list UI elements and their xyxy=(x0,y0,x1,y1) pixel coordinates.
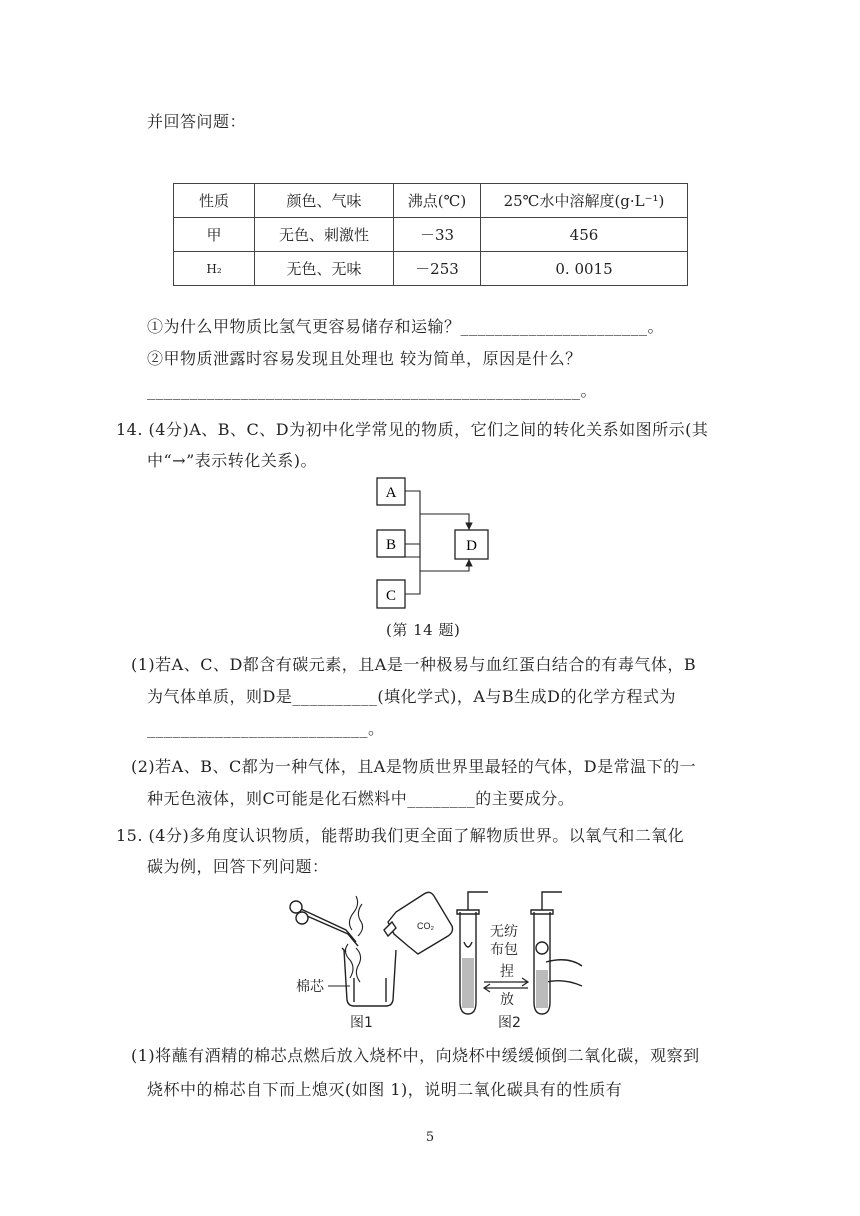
table-cell: 0. 0015 xyxy=(481,252,688,286)
table-header-cell: 颜色、气味 xyxy=(255,184,394,218)
box-b-label: B xyxy=(385,537,397,553)
q15-p1-line1: (1)将蘸有酒精的棉芯点燃后放入烧杯中，向烧杯中缓缓倾倒二氧化碳，观察到 xyxy=(131,1046,700,1065)
page-number: 5 xyxy=(425,1130,435,1145)
co2-label: CO₂ xyxy=(417,921,434,931)
table-cell: H₂ xyxy=(174,252,255,286)
q15-p1-line2: 烧杯中的棉芯自下而上熄灭(如图 1)，说明二氧化碳具有的性质有 xyxy=(147,1080,623,1099)
table-row xyxy=(174,218,688,252)
fig1-caption: 图1 xyxy=(350,1015,373,1031)
q13-sub2: ②甲物质泄露时容易发现且处理也 较为简单，原因是什么？ xyxy=(147,349,582,368)
q14-p2-line1: (2)若A、B、C都为一种气体，且A是物质世界里最轻的气体，D是常温下的一 xyxy=(131,757,697,776)
table-cell: －33 xyxy=(394,218,481,252)
fig2-label-2: 布包 xyxy=(490,942,518,958)
table-row xyxy=(174,252,688,286)
table-cell: 无色、无味 xyxy=(255,252,394,286)
table-cell: 无色、刺激性 xyxy=(255,218,394,252)
box-c-label: C xyxy=(385,588,397,604)
fig2-caption: 图2 xyxy=(498,1015,521,1031)
table-cell: －253 xyxy=(394,252,481,286)
box-a-label: A xyxy=(385,485,397,501)
table-header-cell: 性质 xyxy=(174,184,255,218)
table-cell: 456 xyxy=(481,218,688,252)
q15-line1: 15. (4分)多角度认识物质，能帮助我们更全面了解物质世界。以氧气和二氧化 xyxy=(116,826,685,845)
intro-text: 并回答问题： xyxy=(147,112,247,131)
tongs-icon xyxy=(290,901,358,946)
table-header-row xyxy=(174,184,688,218)
box-d-label: D xyxy=(466,538,477,554)
q13-sub1: ①为什么甲物质比氢气更容易储存和运输？______________________。 xyxy=(147,317,665,336)
q14-caption: (第 14 题) xyxy=(386,621,461,639)
q14-diagram xyxy=(370,470,510,615)
fig2-left-contents xyxy=(462,958,474,1008)
q14-p1-line2: 为气体单质，则D是__________(填化学式)，A与B生成D的化学方程式为 xyxy=(147,687,676,706)
q15-figure xyxy=(284,882,584,1032)
q14-line1: 14. (4分)A、B、C、D为初中化学常见的物质，它们之间的转化关系如图所示(其 xyxy=(116,420,709,439)
q14-line2: 中“→”表示转化关系)。 xyxy=(147,451,318,470)
q14-p2-line2: 种无色液体，则C可能是化石燃料中________的主要成分。 xyxy=(147,789,575,808)
q13-sub2-blank: ___________________________________________________。 xyxy=(147,381,598,400)
fig2-label-squeeze: 捏 xyxy=(500,964,514,980)
table-cell: 甲 xyxy=(174,218,255,252)
q15-line2: 碳为例，回答下列问题： xyxy=(147,857,329,876)
table-header-cell: 25℃水中溶解度(g·L⁻¹) xyxy=(481,184,688,218)
fig2-right-contents xyxy=(536,970,548,1008)
fig2-label-1: 无纺 xyxy=(490,924,518,940)
fig2-label-release: 放 xyxy=(500,992,514,1008)
q14-p1-line3: __________________________。 xyxy=(147,719,385,738)
property-table xyxy=(173,183,688,286)
wick-label: 棉芯 xyxy=(296,979,324,995)
table-header-cell: 沸点(℃) xyxy=(394,184,481,218)
q14-p1-line1: (1)若A、C、D都含有碳元素，且A是一种极易与血红蛋白结合的有毒气体，B xyxy=(131,655,697,674)
